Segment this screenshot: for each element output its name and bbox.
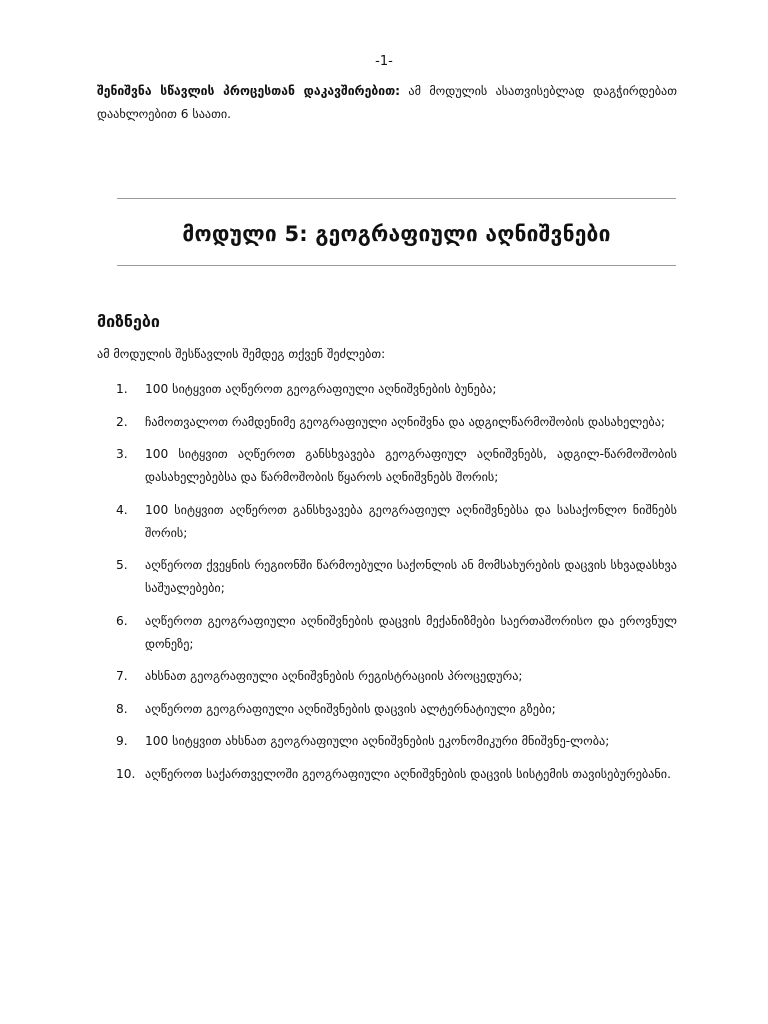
note-lead: შენიშვნა სწავლის პროცესთან დაკავშირებით: (97, 84, 401, 98)
list-item-text: აღწეროთ გეოგრაფიული აღნიშვნების დაცვის ალტერნატიული გზები; (145, 701, 556, 716)
list-item (97, 443, 677, 489)
objectives-heading: მიზნები (97, 312, 160, 331)
list-item (97, 665, 677, 688)
list-item (97, 378, 677, 401)
list-item-number: 9. (116, 734, 128, 748)
list-item-number: 6. (116, 613, 128, 628)
module-title: მოდული 5: გეოგრაფიული აღნიშვნები (182, 222, 611, 246)
list-item (97, 499, 677, 545)
list-item-number: 4. (116, 502, 128, 517)
title-rule-bottom (117, 265, 676, 266)
list-item-text: აღწეროთ საქართველოში გეოგრაფიული აღნიშვნების დაცვის სისტემის თავისებურებანი. (145, 766, 671, 781)
list-item-text: აღწეროთ ქვეყნის რეგიონში წარმოებული საქონლის ან მომსახურების დაცვის სხვადასხვა საშუალებები; (145, 558, 677, 595)
objectives-intro: ამ მოდულის შესწავლის შემდეგ თქვენ შეძლებთ: (97, 347, 386, 361)
list-item-text: 100 სიტყვით აღწეროთ განსხვავება გეოგრაფიულ აღნიშვნებსა და სასაქონლო ნიშნებს შორის; (145, 502, 677, 540)
list-item-text: აღწეროთ გეოგრაფიული აღნიშვნების დაცვის მექანიზმები საერთაშორისო და ეროვნულ დონეზე; (145, 613, 677, 651)
list-item-text: 100 სიტყვით აღწეროთ გეოგრაფიული აღნიშვნების ბუნება; (145, 382, 497, 396)
list-item-number: 2. (116, 414, 128, 429)
list-item-text: 100 სიტყვით აღწეროთ განსხვავება გეოგრაფიულ აღნიშვნებს, ადგილ-წარმოშობის დასახელებებსა და წარმოშობის წყაროს აღნიშვნებს შორის; (145, 447, 677, 484)
list-item-number: 8. (116, 701, 128, 716)
page-number: -1- (375, 54, 393, 69)
title-rule-top (117, 198, 676, 199)
list-item-number: 7. (116, 669, 128, 683)
list-item-text: ჩამოთვალოთ რამდენიმე გეოგრაფიული აღნიშვნა და ადგილწარმოშობის დასახელება; (145, 414, 666, 429)
note-text: ამ მოდულის ასათვისებლად დაგჭირდებათ დაახლოებით 6 საათი. (97, 84, 677, 121)
list-item (97, 610, 677, 656)
list-item (97, 554, 677, 600)
list-item (97, 411, 677, 434)
objectives-list (97, 378, 677, 795)
list-item (97, 730, 677, 753)
list-item-text: ახსნათ გეოგრაფიული აღნიშვნების რეგისტრაციის პროცედურა; (145, 669, 523, 683)
list-item (97, 763, 677, 786)
list-item-text: 100 სიტყვით ახსნათ გეოგრაფიული აღნიშვნების ეკონომიკური მნიშვნე-ლობა; (145, 734, 610, 748)
list-item-number: 5. (116, 558, 128, 572)
list-item-number: 3. (116, 447, 128, 461)
list-item-number: 10. (116, 766, 136, 781)
learning-process-note (97, 80, 677, 126)
list-item-number: 1. (116, 382, 128, 396)
list-item (97, 698, 677, 721)
